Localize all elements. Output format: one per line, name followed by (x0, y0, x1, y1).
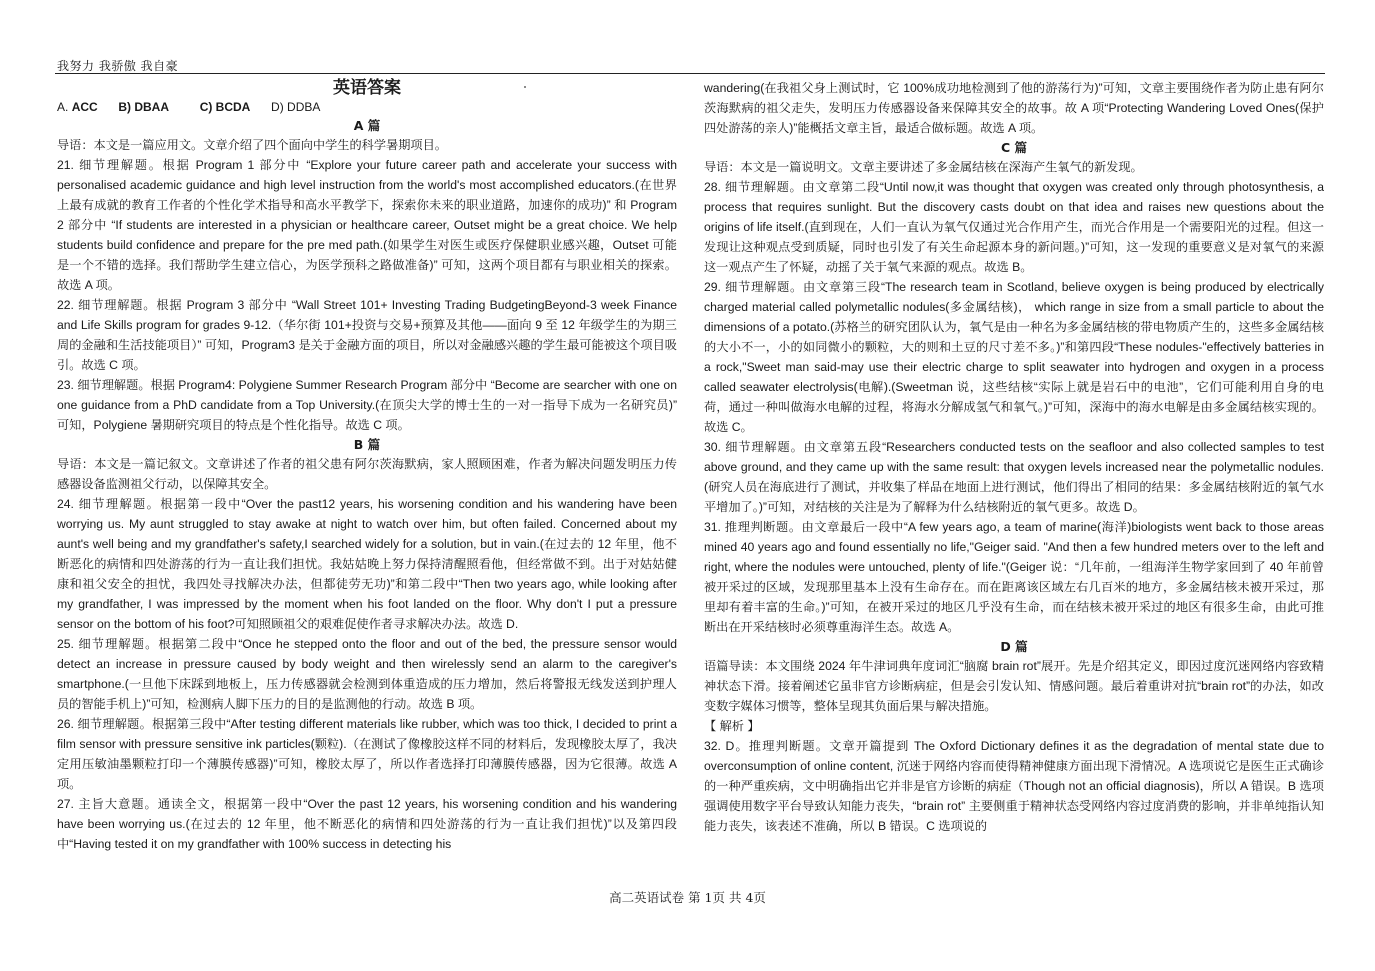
paragraph: 23. 细节理解题。根据 Program4: Polygiene Summer Research Program 部分中 “Become are searcher with one on one guidance from a PhD candidate from a Top University.(在顶尖大学的博士生的一对一指导下成为一名研究员)” 可知，Polygiene 暑期研究项目的特点是个性化指导。故选 C 项。 (57, 378, 677, 432)
answer-a-label: A. (57, 100, 69, 114)
left-column (57, 78, 677, 878)
answer-b: B) DBAA (118, 100, 170, 114)
answer-c: C) BCDA (199, 100, 251, 114)
header-rule (55, 73, 1325, 74)
paragraph: 导语：本文是一篇应用文。文章介绍了四个面向中学生的科学暑期项目。 (57, 138, 447, 152)
right-body (704, 78, 1324, 836)
paragraph: wandering(在我祖父身上测试时，它 100%成功地检测到了他的游荡行为)”可知，文章主要围绕作者为防止患有阿尔茨海默病的祖父走失，发明压力传感器设备来保障其安全的故事。故 A 项“Protecting Wandering Loved Ones(保护四处游荡的亲人)”能概括文章主旨，最适合做标题。故选 A 项。 (704, 81, 1324, 135)
right-column (704, 78, 1324, 878)
paragraph: 31. 推理判断题。由文章最后一段中“A few years ago, a team of marine(海洋)biologists went back to those areas mined 40 years ago and found essentially no life,"Geiger said. "And then a few hundred meters over to the left and right, where the nodules were untouched, plenty of life."(Geiger 说：“几年前，一组海洋生物学家回到了 40 年前曾被开采过的区域，发现那里基本上没有生命存在。而在距离该区域左右几百米的地方，多金属结核未被开采过，那里却有着丰富的生命。)”可知，在被开采过的地区几乎没有生命，而在结核未被开采过的地区有很多生命，由此可推断出在开采结核时必须尊重海洋生态。故选 A。 (704, 520, 1324, 634)
document-title: 英语答案 (333, 78, 401, 98)
left-body (57, 116, 677, 854)
paragraph: 【 解析 】 (704, 719, 760, 733)
paragraph: 24. 细节理解题。根据第一段中“Over the past12 years, his worsening condition and his wandering have been worrying us. My aunt struggled to stay awake at night to watch over him, but often failed. Concerned about my aunt's well being and my grandfather's safety,I searched widely for a solution, but in vain.(在过去的 12 年里，他不断恶化的病情和四处游荡的行为一直让我们担忧。我姑姑晚上努力保持清醒照看他，但经常做不到。出于对姑姑健康和祖父安全的担忧，我四处寻找解决办法，但都徒劳无功)”和第二段中“Then two years ago, while looking after my grandfather, I was impressed by the moment when his foot landed on the floor. Why don't I put a pressure sensor on the bottom of his foot?可知照顾祖父的艰难促使作者寻求解决办法。故选 D. (57, 497, 677, 631)
header-motto: 我努力 我骄傲 我自豪 (57, 59, 179, 73)
paragraph: 30. 细节理解题。由文章第五段“Researchers conducted tests on the seafloor and also collected samples to test above ground, and they came up with the same result: that oxygen levels increased near the polymetallic nodules.(研究人员在海底进行了测试，并收集了样品在地面上进行测试，他们得出了相同的结果：多金属结核附近的氧气水平增加了。)”可知，对结核的关注是为了解释为什么结核附近的氧气更多。故选 D。 (704, 440, 1324, 514)
paragraph: 26. 细节理解题。根据第三段中“After testing different materials like rubber, which was too thick, I decided to print a film sensor with pressure sensitive ink particles(颗粒).（在测试了像橡胶这样不同的材料后，发现橡胶太厚了，我决定用压敏油墨颗粒打印一个薄膜传感器)”可知，橡胶太厚了，所以作者选择打印薄膜传感器，因为它很薄。故选 A 项。 (57, 717, 677, 791)
paragraph: 语篇导读：本文围绕 2024 年牛津词典年度词汇“脑腐 brain rot”展开。先是介绍其定义，即因过度沉迷网络内容致精神状态下滑。接着阐述它虽非官方诊断病症，但是会引发认知、情感问题。最后着重讲对抗“brain rot”的办法，如改变数字媒体习惯等，整体呈现其负面后果与解决措施。 (704, 659, 1324, 713)
section-heading: C 篇 (1000, 140, 1028, 155)
section-heading: A 篇 (353, 118, 381, 133)
paragraph: 25. 细节理解题。根据第二段中“Once he stepped onto the floor and out of the bed, the pressure sensor would detect an increase in pressure caused by body weight and then wirelessly send an alarm to the caregiver's smartphone.(一旦他下床踩到地板上，压力传感器就会检测到体重造成的压力增加，然后将警报无线发送到护理人员的智能手机上)”可知，检测病人脚下压力的目的是监测他的行动。故选 B 项。 (57, 637, 677, 711)
paragraph: 21. 细节理解题。根据 Program 1 部分中 “Explore your future career path and accelerate your success with personalised academic guidance and high level instruction from the world's most accomplished educators.(在世界上最有成就的教育工作者的个性化学术指导和高水平教学下，探索你未来的职业道路，加速你的成功)” 和 Program 2 部分中 “If students are interested in a physician or healthcare career, Outset might be a great choice. We help students build confidence and prepare for the pre med path.(如果学生对医生或医疗保健职业感兴趣，Outset 可能是一个不错的选择。我们帮助学生建立信心，为医学预科之路做准备)” 可知，这两个项目都有与职业相关的探索。故选 A 项。 (57, 158, 677, 292)
paragraph: 导语：本文是一篇说明文。文章主要讲述了多金属结核在深海产生氧气的新发现。 (704, 160, 1143, 174)
answer-a-value: ACC (71, 100, 98, 114)
paragraph: 32. D。推理判断题。文章开篇提到 The Oxford Dictionary defines it as the degradation of mental state due to overconsumption of online content, 沉迷于网络内容而使得精神健康方面出现下滑情况。A 选项说它是医生正式确诊的一种严重疾病，文中明确指出它并非是官方诊断的病症（Though not an official diagnosis)，所以 A 错误。B 选项强调使用数字平台导致认知能力丧失，“brain rot” 主要侧重于精神状态受网络内容过度消费的影响，并非单纯指认知能力丧失，该表述不准确，所以 B 错误。C 选项说的 (704, 739, 1324, 833)
section-heading: B 篇 (353, 437, 381, 452)
paragraph: 28. 细节理解题。由文章第二段“Until now,it was thought that oxygen was created only through photosynthesis, a process that requires sunlight. But the discovery casts doubt on that idea and raises new questions about the origins of life itself.(直到现在，人们一直认为氧气仅通过光合作用产生，而光合作用是一个需要阳光的过程。但这一发现让这种观点受到质疑，同时也引发了有关生命起源本身的新问题。)”可知，这一发现的重要意义是对氧气的来源这一观点产生了怀疑，动摇了关于氧气来源的观点。故选 B。 (704, 180, 1324, 274)
paragraph: 29. 细节理解题。由文章第三段“The research team in Scotland, believe oxygen is being produced by electrically charged material called polymetallic nodules(多金属结核)， which range in size from a small particle to about the dimensions of a potato.(苏格兰的研究团队认为，氧气是由一种名为多金属结核的带电物质产生的，这些多金属结核的大小不一，小的如同微小的颗粒，大的则和土豆的尺寸差不多。)”和第四段“These nodules-"effectively batteries in a rock,"Sweet man said-may use their electric charge to split seawater into hydrogen and oxygen in a process called seawater electrolysis(电解).(Sweetman 说，这些结核“实际上就是岩石中的电池”，它们可能利用自身的电荷，通过一种叫做海水电解的过程，将海水分解成氢气和氧气。)”可知，深海中的海水电解是由多金属结核实现的。故选 C。 (704, 280, 1324, 434)
answer-d: D) DDBA (271, 100, 321, 114)
paragraph: 27. 主旨大意题。通读全文，根据第一段中“Over the past 12 years, his worsening condition and his wandering have been worrying us.(在过去的 12 年里，他不断恶化的病情和四处游荡的行为一直让我们担忧)”以及第四段中“Having tested it on my grandfather with 100% success in detecting his (57, 797, 677, 851)
answer-key (57, 98, 677, 116)
paragraph: 22. 细节理解题。根据 Program 3 部分中 “Wall Street 101+ Investing Trading BudgetingBeyond-3 week Finance and Life Skills program for grades 9-12.（华尔街 101+投资与交易+预算及其他——面向 9 至 12 年级学生的为期三周的金融和生活技能项目）” 可知，Program3 是关于金融方面的项目，所以对金融感兴趣的学生最可能被这个项目吸引。故选 C 项。 (57, 298, 677, 372)
paragraph: 导语：本文是一篇记叙文。文章讲述了作者的祖父患有阿尔茨海默病，家人照顾困难，作者为解决问题发明压力传感器设备监测祖父行动，以保障其安全。 (57, 457, 677, 491)
page-footer: 高二英语试卷 第 1页 共 4页 (609, 890, 766, 905)
answer-a (57, 98, 115, 116)
section-heading: D 篇 (1000, 639, 1028, 654)
